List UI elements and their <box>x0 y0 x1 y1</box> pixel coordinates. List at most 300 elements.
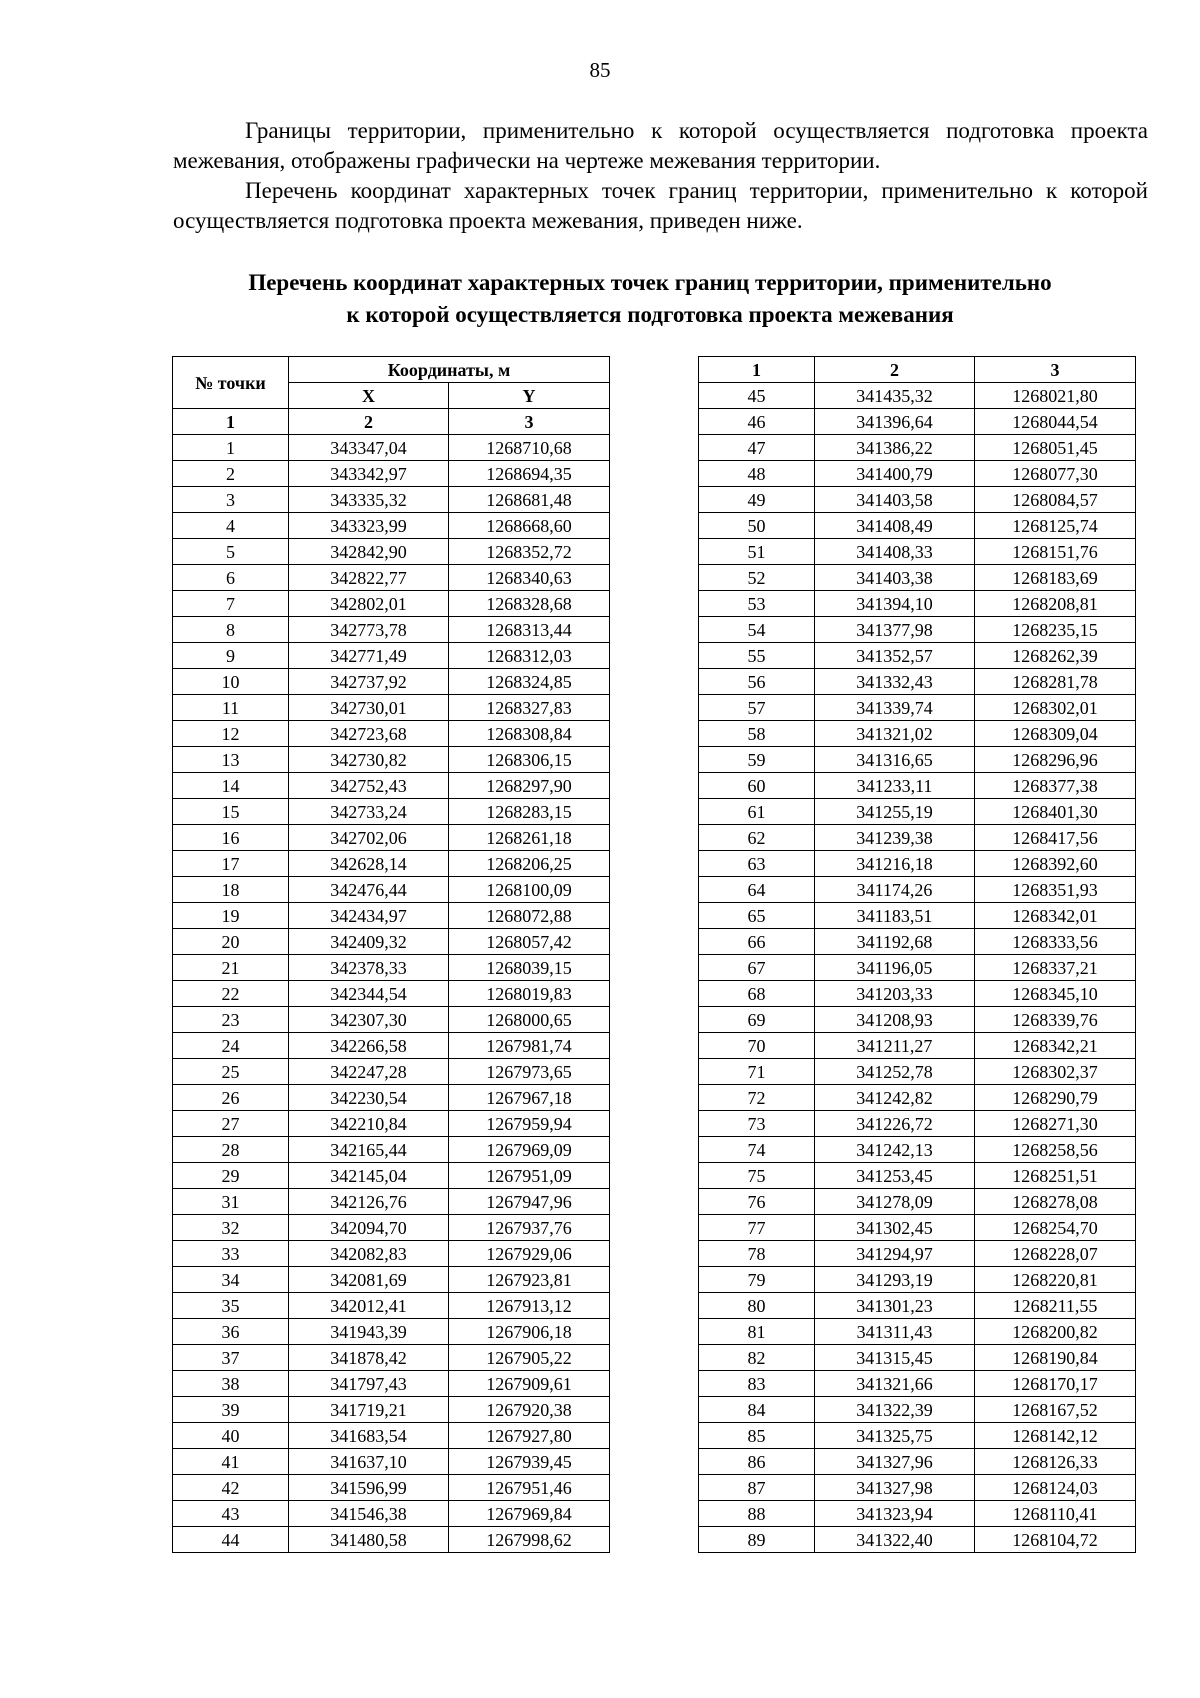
x-coordinate-cell: 341480,58 <box>289 1527 449 1553</box>
table-row <box>173 539 610 565</box>
y-coordinate-cell: 1267920,38 <box>449 1397 610 1423</box>
header-row-1 <box>173 357 610 383</box>
x-coordinate-cell: 342628,14 <box>289 851 449 877</box>
y-coordinate-cell: 1267905,22 <box>449 1345 610 1371</box>
header-coordinates: Координаты, м <box>289 357 610 383</box>
table-row <box>173 1475 610 1501</box>
point-number-cell: 19 <box>173 903 289 929</box>
y-coordinate-cell: 1268258,56 <box>975 1137 1136 1163</box>
y-coordinate-cell: 1268057,42 <box>449 929 610 955</box>
table-row <box>173 591 610 617</box>
table-row <box>173 1319 610 1345</box>
y-coordinate-cell: 1267967,18 <box>449 1085 610 1111</box>
point-number-cell: 69 <box>699 1007 815 1033</box>
y-coordinate-cell: 1267981,74 <box>449 1033 610 1059</box>
point-number-cell: 43 <box>173 1501 289 1527</box>
x-coordinate-cell: 341327,98 <box>815 1475 975 1501</box>
table-row <box>173 1241 610 1267</box>
x-coordinate-cell: 341325,75 <box>815 1423 975 1449</box>
point-number-cell: 3 <box>173 487 289 513</box>
point-number-cell: 34 <box>173 1267 289 1293</box>
x-coordinate-cell: 343323,99 <box>289 513 449 539</box>
y-coordinate-cell: 1267969,84 <box>449 1501 610 1527</box>
point-number-cell: 76 <box>699 1189 815 1215</box>
x-coordinate-cell: 341596,99 <box>289 1475 449 1501</box>
y-coordinate-cell: 1268283,15 <box>449 799 610 825</box>
y-coordinate-cell: 1267951,46 <box>449 1475 610 1501</box>
point-number-cell: 24 <box>173 1033 289 1059</box>
x-coordinate-cell: 343347,04 <box>289 435 449 461</box>
header-col-1: 1 <box>173 409 289 435</box>
point-number-cell: 58 <box>699 721 815 747</box>
y-coordinate-cell: 1268668,60 <box>449 513 610 539</box>
table-row <box>699 1423 1136 1449</box>
point-number-cell: 11 <box>173 695 289 721</box>
table-row <box>173 617 610 643</box>
point-number-cell: 22 <box>173 981 289 1007</box>
point-number-cell: 5 <box>173 539 289 565</box>
x-coordinate-cell: 341408,33 <box>815 539 975 565</box>
point-number-cell: 44 <box>173 1527 289 1553</box>
y-coordinate-cell: 1268340,63 <box>449 565 610 591</box>
x-coordinate-cell: 341435,32 <box>815 383 975 409</box>
table-row <box>173 565 610 591</box>
table-row <box>699 825 1136 851</box>
y-coordinate-cell: 1268206,25 <box>449 851 610 877</box>
point-number-cell: 16 <box>173 825 289 851</box>
table-row <box>699 435 1136 461</box>
page-number: 85 <box>589 58 611 82</box>
point-number-cell: 79 <box>699 1267 815 1293</box>
y-coordinate-cell: 1268039,15 <box>449 955 610 981</box>
point-number-cell: 49 <box>699 487 815 513</box>
x-coordinate-cell: 342266,58 <box>289 1033 449 1059</box>
point-number-cell: 75 <box>699 1163 815 1189</box>
header-col-1: 1 <box>699 357 815 383</box>
y-coordinate-cell: 1267929,06 <box>449 1241 610 1267</box>
table-row <box>699 1137 1136 1163</box>
y-coordinate-cell: 1267947,96 <box>449 1189 610 1215</box>
point-number-cell: 9 <box>173 643 289 669</box>
point-number-cell: 31 <box>173 1189 289 1215</box>
header-y: Y <box>449 383 610 409</box>
x-coordinate-cell: 341321,66 <box>815 1371 975 1397</box>
x-coordinate-cell: 341332,43 <box>815 669 975 695</box>
table-row <box>699 773 1136 799</box>
table-row <box>699 461 1136 487</box>
point-number-cell: 80 <box>699 1293 815 1319</box>
x-coordinate-cell: 341546,38 <box>289 1501 449 1527</box>
y-coordinate-cell: 1268342,21 <box>975 1033 1136 1059</box>
y-coordinate-cell: 1268351,93 <box>975 877 1136 903</box>
table-row <box>173 1007 610 1033</box>
point-number-cell: 68 <box>699 981 815 1007</box>
x-coordinate-cell: 342802,01 <box>289 591 449 617</box>
y-coordinate-cell: 1267973,65 <box>449 1059 610 1085</box>
table-row <box>699 1397 1136 1423</box>
y-coordinate-cell: 1268019,83 <box>449 981 610 1007</box>
table-row <box>173 1397 610 1423</box>
x-coordinate-cell: 342842,90 <box>289 539 449 565</box>
table-row <box>699 669 1136 695</box>
point-number-cell: 47 <box>699 435 815 461</box>
x-coordinate-cell: 342702,06 <box>289 825 449 851</box>
point-number-cell: 21 <box>173 955 289 981</box>
table-row <box>699 565 1136 591</box>
x-coordinate-cell: 342378,33 <box>289 955 449 981</box>
x-coordinate-cell: 342094,70 <box>289 1215 449 1241</box>
x-coordinate-cell: 342771,49 <box>289 643 449 669</box>
point-number-cell: 57 <box>699 695 815 721</box>
y-coordinate-cell: 1268200,82 <box>975 1319 1136 1345</box>
point-number-cell: 82 <box>699 1345 815 1371</box>
point-number-cell: 54 <box>699 617 815 643</box>
table-row <box>173 1267 610 1293</box>
point-number-cell: 50 <box>699 513 815 539</box>
point-number-cell: 83 <box>699 1371 815 1397</box>
table-row <box>173 669 610 695</box>
y-coordinate-cell: 1267998,62 <box>449 1527 610 1553</box>
table-row <box>173 643 610 669</box>
point-number-cell: 63 <box>699 851 815 877</box>
x-coordinate-cell: 341183,51 <box>815 903 975 929</box>
x-coordinate-cell: 341339,74 <box>815 695 975 721</box>
point-number-cell: 20 <box>173 929 289 955</box>
point-number-cell: 73 <box>699 1111 815 1137</box>
x-coordinate-cell: 343335,32 <box>289 487 449 513</box>
y-coordinate-cell: 1268313,44 <box>449 617 610 643</box>
point-number-cell: 74 <box>699 1137 815 1163</box>
x-coordinate-cell: 342307,30 <box>289 1007 449 1033</box>
point-number-cell: 35 <box>173 1293 289 1319</box>
x-coordinate-cell: 341301,23 <box>815 1293 975 1319</box>
y-coordinate-cell: 1268251,51 <box>975 1163 1136 1189</box>
x-coordinate-cell: 342165,44 <box>289 1137 449 1163</box>
y-coordinate-cell: 1268339,76 <box>975 1007 1136 1033</box>
table-row <box>699 955 1136 981</box>
table-row <box>699 1085 1136 1111</box>
y-coordinate-cell: 1268084,57 <box>975 487 1136 513</box>
table-row <box>699 1007 1136 1033</box>
y-coordinate-cell: 1267951,09 <box>449 1163 610 1189</box>
y-coordinate-cell: 1268327,83 <box>449 695 610 721</box>
point-number-cell: 81 <box>699 1319 815 1345</box>
coordinates-table-right-header <box>699 357 1136 383</box>
table-row <box>699 877 1136 903</box>
point-number-cell: 46 <box>699 409 815 435</box>
y-coordinate-cell: 1268228,07 <box>975 1241 1136 1267</box>
y-coordinate-cell: 1268261,18 <box>449 825 610 851</box>
coordinates-table-right <box>698 356 1136 1553</box>
table-row <box>173 1085 610 1111</box>
table-row <box>699 1501 1136 1527</box>
table-row <box>173 1033 610 1059</box>
y-coordinate-cell: 1268345,10 <box>975 981 1136 1007</box>
header-row-column-numbers <box>173 409 610 435</box>
point-number-cell: 78 <box>699 1241 815 1267</box>
y-coordinate-cell: 1267906,18 <box>449 1319 610 1345</box>
x-coordinate-cell: 342476,44 <box>289 877 449 903</box>
point-number-cell: 26 <box>173 1085 289 1111</box>
y-coordinate-cell: 1268021,80 <box>975 383 1136 409</box>
point-number-cell: 51 <box>699 539 815 565</box>
point-number-cell: 53 <box>699 591 815 617</box>
table-row <box>699 513 1136 539</box>
table-row <box>699 1033 1136 1059</box>
table-row <box>173 435 610 461</box>
point-number-cell: 6 <box>173 565 289 591</box>
point-number-cell: 85 <box>699 1423 815 1449</box>
y-coordinate-cell: 1268104,72 <box>975 1527 1136 1553</box>
x-coordinate-cell: 341377,98 <box>815 617 975 643</box>
y-coordinate-cell: 1268308,84 <box>449 721 610 747</box>
table-row <box>173 903 610 929</box>
point-number-cell: 15 <box>173 799 289 825</box>
y-coordinate-cell: 1268328,68 <box>449 591 610 617</box>
point-number-cell: 59 <box>699 747 815 773</box>
y-coordinate-cell: 1268126,33 <box>975 1449 1136 1475</box>
point-number-cell: 28 <box>173 1137 289 1163</box>
x-coordinate-cell: 341242,82 <box>815 1085 975 1111</box>
y-coordinate-cell: 1268278,08 <box>975 1189 1136 1215</box>
y-coordinate-cell: 1268000,65 <box>449 1007 610 1033</box>
x-coordinate-cell: 341637,10 <box>289 1449 449 1475</box>
y-coordinate-cell: 1267913,12 <box>449 1293 610 1319</box>
y-coordinate-cell: 1268281,78 <box>975 669 1136 695</box>
point-number-cell: 66 <box>699 929 815 955</box>
point-number-cell: 32 <box>173 1215 289 1241</box>
coordinates-table-right-body <box>699 383 1136 1553</box>
header-x: X <box>289 383 449 409</box>
point-number-cell: 86 <box>699 1449 815 1475</box>
x-coordinate-cell: 341322,40 <box>815 1527 975 1553</box>
x-coordinate-cell: 342230,54 <box>289 1085 449 1111</box>
point-number-cell: 39 <box>173 1397 289 1423</box>
point-number-cell: 84 <box>699 1397 815 1423</box>
table-heading-line-2: к которой осуществляется подготовка проекта межевания <box>346 302 954 327</box>
coordinates-table-left-body <box>173 435 610 1553</box>
x-coordinate-cell: 341211,27 <box>815 1033 975 1059</box>
x-coordinate-cell: 341403,38 <box>815 565 975 591</box>
x-coordinate-cell: 341242,13 <box>815 1137 975 1163</box>
y-coordinate-cell: 1268142,12 <box>975 1423 1136 1449</box>
x-coordinate-cell: 341255,19 <box>815 799 975 825</box>
table-row <box>699 539 1136 565</box>
x-coordinate-cell: 341400,79 <box>815 461 975 487</box>
x-coordinate-cell: 342773,78 <box>289 617 449 643</box>
point-number-cell: 72 <box>699 1085 815 1111</box>
y-coordinate-cell: 1267909,61 <box>449 1371 610 1397</box>
point-number-cell: 27 <box>173 1111 289 1137</box>
table-row <box>173 981 610 1007</box>
x-coordinate-cell: 341394,10 <box>815 591 975 617</box>
y-coordinate-cell: 1268208,81 <box>975 591 1136 617</box>
x-coordinate-cell: 341253,45 <box>815 1163 975 1189</box>
table-row <box>699 591 1136 617</box>
point-number-cell: 89 <box>699 1527 815 1553</box>
x-coordinate-cell: 342012,41 <box>289 1293 449 1319</box>
header-col-3: 3 <box>975 357 1136 383</box>
point-number-cell: 12 <box>173 721 289 747</box>
x-coordinate-cell: 341293,19 <box>815 1267 975 1293</box>
y-coordinate-cell: 1268417,56 <box>975 825 1136 851</box>
x-coordinate-cell: 341683,54 <box>289 1423 449 1449</box>
y-coordinate-cell: 1268044,54 <box>975 409 1136 435</box>
x-coordinate-cell: 342145,04 <box>289 1163 449 1189</box>
intro-paragraph-1-text: Границы территории, применительно к которой осуществляется подготовка проекта межевания, отображены графически на чертеже межевания территории. <box>173 118 1148 173</box>
point-number-cell: 23 <box>173 1007 289 1033</box>
x-coordinate-cell: 342126,76 <box>289 1189 449 1215</box>
x-coordinate-cell: 342733,24 <box>289 799 449 825</box>
x-coordinate-cell: 341239,38 <box>815 825 975 851</box>
x-coordinate-cell: 341408,49 <box>815 513 975 539</box>
y-coordinate-cell: 1268271,30 <box>975 1111 1136 1137</box>
y-coordinate-cell: 1267969,09 <box>449 1137 610 1163</box>
y-coordinate-cell: 1267937,76 <box>449 1215 610 1241</box>
table-row <box>699 1449 1136 1475</box>
x-coordinate-cell: 341196,05 <box>815 955 975 981</box>
table-row <box>699 409 1136 435</box>
y-coordinate-cell: 1268125,74 <box>975 513 1136 539</box>
x-coordinate-cell: 341316,65 <box>815 747 975 773</box>
y-coordinate-cell: 1268262,39 <box>975 643 1136 669</box>
table-row <box>173 461 610 487</box>
table-row <box>699 851 1136 877</box>
table-row <box>699 1371 1136 1397</box>
table-row <box>173 773 610 799</box>
table-row <box>173 1189 610 1215</box>
table-row <box>699 799 1136 825</box>
table-row <box>173 1137 610 1163</box>
point-number-cell: 87 <box>699 1475 815 1501</box>
y-coordinate-cell: 1267927,80 <box>449 1423 610 1449</box>
y-coordinate-cell: 1268302,01 <box>975 695 1136 721</box>
table-row <box>173 513 610 539</box>
point-number-cell: 40 <box>173 1423 289 1449</box>
x-coordinate-cell: 342247,28 <box>289 1059 449 1085</box>
x-coordinate-cell: 341315,45 <box>815 1345 975 1371</box>
table-row <box>699 1241 1136 1267</box>
x-coordinate-cell: 341321,02 <box>815 721 975 747</box>
table-row <box>699 1267 1136 1293</box>
x-coordinate-cell: 341252,78 <box>815 1059 975 1085</box>
x-coordinate-cell: 341323,94 <box>815 1501 975 1527</box>
point-number-cell: 71 <box>699 1059 815 1085</box>
y-coordinate-cell: 1268110,41 <box>975 1501 1136 1527</box>
point-number-cell: 77 <box>699 1215 815 1241</box>
y-coordinate-cell: 1268211,55 <box>975 1293 1136 1319</box>
point-number-cell: 48 <box>699 461 815 487</box>
point-number-cell: 25 <box>173 1059 289 1085</box>
y-coordinate-cell: 1268170,17 <box>975 1371 1136 1397</box>
table-row <box>699 1059 1136 1085</box>
table-row <box>699 929 1136 955</box>
x-coordinate-cell: 341327,96 <box>815 1449 975 1475</box>
x-coordinate-cell: 342730,82 <box>289 747 449 773</box>
x-coordinate-cell: 342723,68 <box>289 721 449 747</box>
point-number-cell: 29 <box>173 1163 289 1189</box>
y-coordinate-cell: 1268077,30 <box>975 461 1136 487</box>
y-coordinate-cell: 1268072,88 <box>449 903 610 929</box>
table-row <box>699 1163 1136 1189</box>
point-number-cell: 67 <box>699 955 815 981</box>
table-row <box>173 1527 610 1553</box>
table-row <box>173 1345 610 1371</box>
y-coordinate-cell: 1268337,21 <box>975 955 1136 981</box>
y-coordinate-cell: 1268681,48 <box>449 487 610 513</box>
x-coordinate-cell: 342434,97 <box>289 903 449 929</box>
x-coordinate-cell: 341233,11 <box>815 773 975 799</box>
point-number-cell: 2 <box>173 461 289 487</box>
x-coordinate-cell: 342409,32 <box>289 929 449 955</box>
table-row <box>173 929 610 955</box>
y-coordinate-cell: 1268694,35 <box>449 461 610 487</box>
y-coordinate-cell: 1268124,03 <box>975 1475 1136 1501</box>
x-coordinate-cell: 341322,39 <box>815 1397 975 1423</box>
y-coordinate-cell: 1268220,81 <box>975 1267 1136 1293</box>
y-coordinate-cell: 1268324,85 <box>449 669 610 695</box>
table-row <box>699 617 1136 643</box>
y-coordinate-cell: 1268302,37 <box>975 1059 1136 1085</box>
y-coordinate-cell: 1268306,15 <box>449 747 610 773</box>
table-row <box>699 383 1136 409</box>
point-number-cell: 65 <box>699 903 815 929</box>
table-row <box>699 1527 1136 1553</box>
x-coordinate-cell: 342082,83 <box>289 1241 449 1267</box>
table-heading-line-1: Перечень координат характерных точек границ территории, применительно <box>248 270 1052 295</box>
intro-paragraph-2-text: Перечень координат характерных точек границ территории, применительно к которой осуществляется подготовка проекта межевания, приведен ниже. <box>173 178 1148 233</box>
point-number-cell: 88 <box>699 1501 815 1527</box>
x-coordinate-cell: 341192,68 <box>815 929 975 955</box>
table-row <box>173 747 610 773</box>
point-number-cell: 13 <box>173 747 289 773</box>
x-coordinate-cell: 341797,43 <box>289 1371 449 1397</box>
x-coordinate-cell: 341174,26 <box>815 877 975 903</box>
table-row <box>699 981 1136 1007</box>
table-row <box>173 695 610 721</box>
x-coordinate-cell: 341386,22 <box>815 435 975 461</box>
table-row <box>173 1293 610 1319</box>
x-coordinate-cell: 341226,72 <box>815 1111 975 1137</box>
table-row <box>173 1501 610 1527</box>
header-col-2: 2 <box>815 357 975 383</box>
header-point-number: № точки <box>173 357 289 409</box>
table-row <box>699 1293 1136 1319</box>
y-coordinate-cell: 1268190,84 <box>975 1345 1136 1371</box>
point-number-cell: 52 <box>699 565 815 591</box>
table-row <box>699 695 1136 721</box>
x-coordinate-cell: 341216,18 <box>815 851 975 877</box>
point-number-cell: 60 <box>699 773 815 799</box>
table-row <box>699 487 1136 513</box>
point-number-cell: 38 <box>173 1371 289 1397</box>
point-number-cell: 70 <box>699 1033 815 1059</box>
table-row <box>173 851 610 877</box>
y-coordinate-cell: 1268151,76 <box>975 539 1136 565</box>
x-coordinate-cell: 341203,33 <box>815 981 975 1007</box>
table-row <box>699 1189 1136 1215</box>
x-coordinate-cell: 342730,01 <box>289 695 449 721</box>
y-coordinate-cell: 1268333,56 <box>975 929 1136 955</box>
point-number-cell: 4 <box>173 513 289 539</box>
table-row <box>699 1475 1136 1501</box>
point-number-cell: 33 <box>173 1241 289 1267</box>
y-coordinate-cell: 1268235,15 <box>975 617 1136 643</box>
point-number-cell: 41 <box>173 1449 289 1475</box>
point-number-cell: 14 <box>173 773 289 799</box>
x-coordinate-cell: 342210,84 <box>289 1111 449 1137</box>
point-number-cell: 62 <box>699 825 815 851</box>
